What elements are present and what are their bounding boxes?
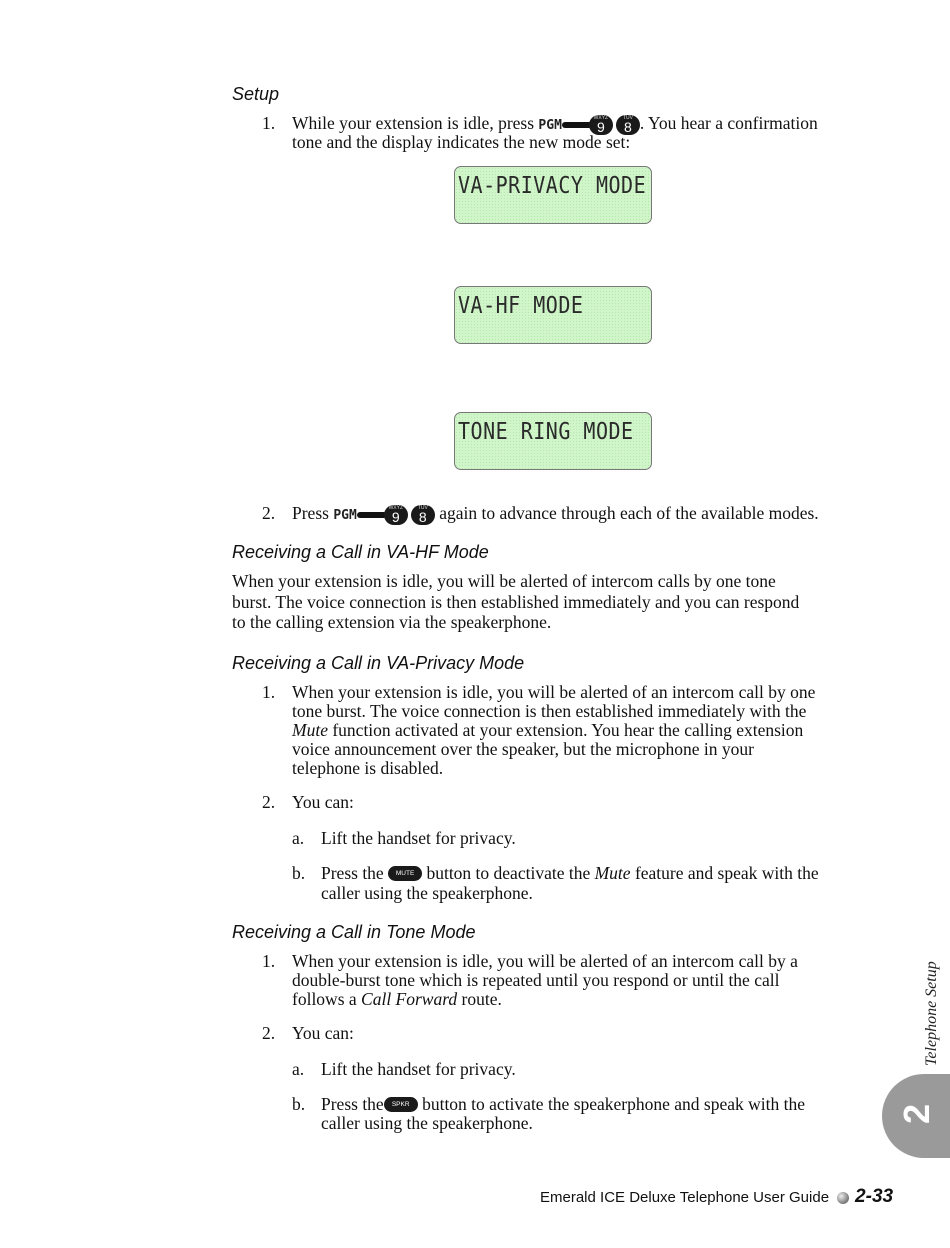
pgm-key-label: PGM: [333, 508, 357, 523]
tone-step1-line1: When your extension is idle, you will be alerted of an intercom call by a: [292, 951, 798, 971]
tone-substep-a: Lift the handset for privacy.: [321, 1059, 516, 1079]
va-hf-line2: burst. The voice connection is then established immediately and you can respond: [232, 592, 800, 612]
chapter-tab-number: 2: [896, 1103, 937, 1125]
text: Press the: [321, 1094, 384, 1114]
italic-term: Call Forward: [361, 989, 458, 1009]
section-heading-va-privacy: Receiving a Call in VA-Privacy Mode: [232, 653, 525, 673]
text: route.: [457, 989, 502, 1009]
text: Press: [292, 503, 334, 523]
text: . You hear a confirmation: [639, 113, 818, 133]
va-hf-line3: to the calling extension via the speakerphone.: [232, 612, 552, 632]
va-privacy-step1-line3: [292, 721, 803, 740]
key-8-icon: TUV 8: [616, 115, 640, 135]
substep-letter: b.: [292, 863, 306, 883]
tone-step2: You can:: [292, 1023, 354, 1043]
chapter-side-label: Telephone Setup: [923, 961, 940, 1066]
setup-step2: [292, 504, 819, 525]
step-number: 1.: [262, 951, 276, 971]
va-privacy-substep-a: Lift the handset for privacy.: [321, 828, 516, 848]
key-connector-icon: [562, 122, 592, 128]
step-number: 2.: [262, 1023, 276, 1043]
text: again to advance through each of the available modes.: [434, 503, 819, 523]
substep-letter: b.: [292, 1094, 306, 1114]
lcd-display-va-privacy: VA-PRIVACY MODE: [454, 166, 652, 224]
spkr-button-icon: SPKR: [384, 1097, 418, 1112]
page-number: 2-33: [855, 1186, 894, 1207]
mute-button-icon: MUTE: [388, 866, 422, 881]
tone-substep-b-line2: caller using the speakerphone.: [321, 1113, 533, 1133]
va-privacy-step1-line2: tone burst. The voice connection is then established immediately with the: [292, 701, 807, 721]
text: Press the: [321, 863, 389, 883]
va-privacy-step2: You can:: [292, 792, 354, 812]
italic-term: Mute: [292, 720, 328, 740]
section-heading-setup: Setup: [232, 84, 280, 104]
step-number: 1.: [262, 113, 276, 133]
text: button to activate the speakerphone and speak with the: [417, 1094, 806, 1114]
pgm-key-label: PGM: [538, 118, 562, 133]
tone-substep-b-line1: [321, 1095, 805, 1114]
tone-step1-line2: double-burst tone which is repeated until you respond or until the call: [292, 970, 780, 990]
page-footer: [540, 1186, 894, 1208]
substep-letter: a.: [292, 828, 305, 848]
step-number: 2.: [262, 503, 276, 523]
footer-title: Emerald ICE Deluxe Telephone User Guide: [540, 1189, 830, 1206]
bullet-icon: [837, 1192, 849, 1204]
tone-step1-line3: [292, 990, 502, 1009]
va-hf-line1: When your extension is idle, you will be alerted of intercom calls by one tone: [232, 571, 776, 591]
substep-letter: a.: [292, 1059, 305, 1079]
lcd-display-va-hf: VA-HF MODE: [454, 286, 652, 344]
text: feature and speak with the: [630, 863, 819, 883]
lcd-display-tone-ring: TONE RING MODE: [454, 412, 652, 470]
text: function activated at your extension. You hear the calling extension: [327, 720, 804, 740]
text: follows a: [292, 989, 362, 1009]
va-privacy-step1-line1: When your extension is idle, you will be alerted of an intercom call by one: [292, 682, 816, 702]
section-heading-va-hf: Receiving a Call in VA-HF Mode: [232, 542, 489, 562]
key-9-icon: WXYZ 9: [384, 505, 408, 525]
step-number: 1.: [262, 682, 276, 702]
setup-step1-line2: tone and the display indicates the new mode set:: [292, 132, 631, 152]
italic-term: Mute: [594, 863, 631, 883]
key-9-icon: WXYZ 9: [589, 115, 613, 135]
step-number: 2.: [262, 792, 276, 812]
text: button to deactivate the: [422, 863, 595, 883]
section-heading-tone: Receiving a Call in Tone Mode: [232, 922, 476, 942]
key-connector-icon: [357, 512, 387, 518]
va-privacy-step1-line4: voice announcement over the speaker, but the microphone in your: [292, 739, 754, 759]
key-8-icon: TUV 8: [411, 505, 435, 525]
va-privacy-substep-b-line1: [321, 864, 819, 883]
text: While your extension is idle, press: [292, 113, 539, 133]
va-privacy-step1-line5: telephone is disabled.: [292, 758, 444, 778]
va-privacy-substep-b-line2: caller using the speakerphone.: [321, 883, 533, 903]
